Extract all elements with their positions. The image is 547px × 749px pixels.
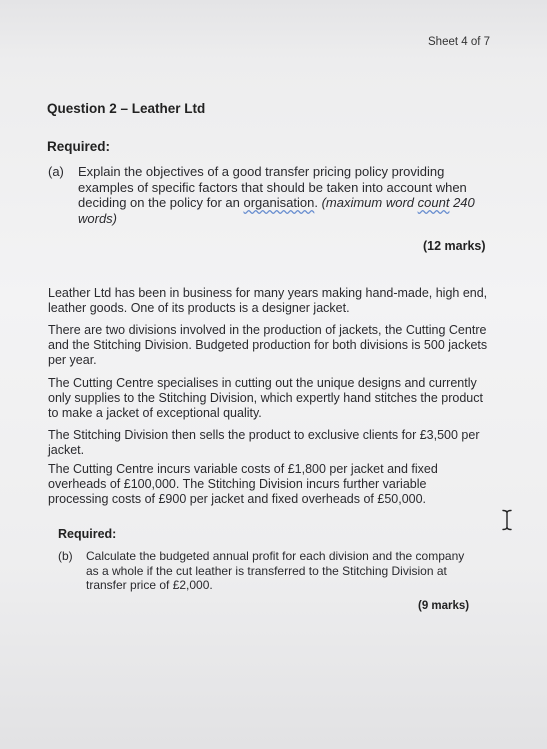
marks-a: (12 marks) bbox=[423, 239, 486, 253]
required-heading-b: Required: bbox=[58, 527, 117, 541]
spellcheck-word: organisation bbox=[243, 195, 315, 210]
part-b bbox=[58, 549, 478, 599]
part-a-text: Explain the objectives of a good transfer pricing policy providing examples of specific factors that should be taken into account when deciding on the policy for an organisation. (maximum word count 240 words) bbox=[78, 164, 475, 226]
marks-b: (9 marks) bbox=[418, 600, 470, 612]
spellcheck-word: count bbox=[417, 195, 450, 210]
scenario-paragraph: The Cutting Centre specialises in cutting out the unique designs and currently only supplies to the Stitching Division, which expertly hand stitches the product to make a jacket of exceptional quality. bbox=[48, 376, 483, 420]
scenario-paragraph: There are two divisions involved in the production of jackets, the Cutting Centre and the Stitching Division. Budgeted production for both divisions is 500 jackets per year. bbox=[48, 323, 488, 367]
question-title: Question 2 – Leather Ltd bbox=[47, 101, 206, 116]
scenario-paragraph: The Stitching Division then sells the product to exclusive clients for £3,500 per jacket. bbox=[48, 428, 480, 457]
part-a-label: (a) bbox=[48, 164, 64, 179]
part-b-text: Calculate the budgeted annual profit for each division and the company as a whole if the cut leather is transferred to the Stitching Division at transfer price of £2,000. bbox=[86, 549, 465, 592]
required-heading-a: Required: bbox=[47, 139, 111, 154]
text-cursor-icon bbox=[500, 509, 514, 531]
part-b-label: (b) bbox=[58, 549, 73, 563]
part-a bbox=[48, 164, 496, 234]
scenario-paragraph: Leather Ltd has been in business for many years making hand-made, high end, leather goods. One of its products is a designer jacket. bbox=[48, 286, 488, 315]
sheet-number: Sheet 4 of 7 bbox=[428, 36, 491, 48]
scenario-paragraph: The Cutting Centre incurs variable costs of £1,800 per jacket and fixed overheads of £100,000. The Stitching Division incurs further variable processing costs of £900 per jacket and fixed overheads of £50,000. bbox=[48, 462, 438, 506]
